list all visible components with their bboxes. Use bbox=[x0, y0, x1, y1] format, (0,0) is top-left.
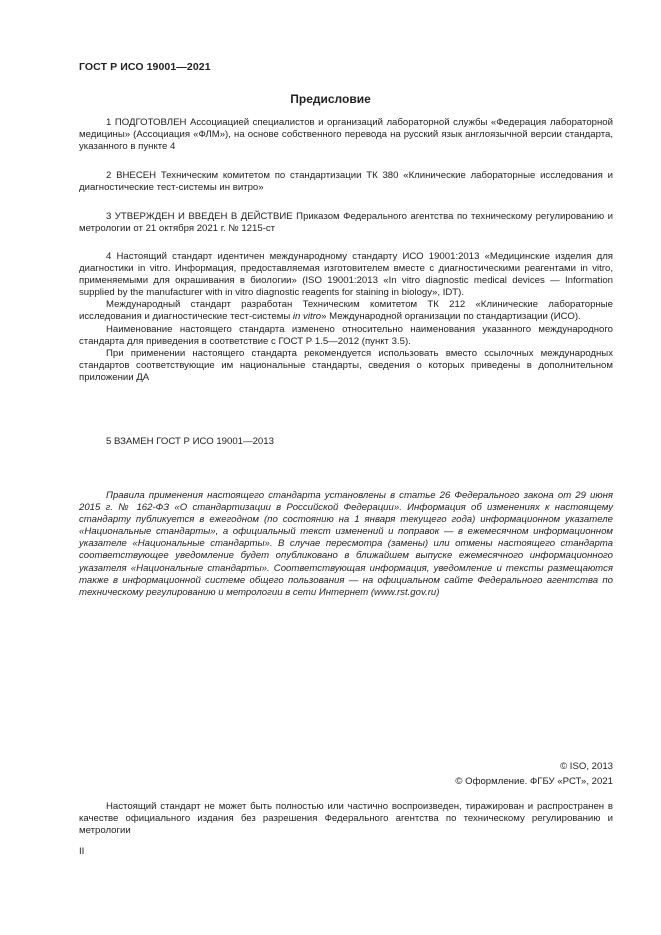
item4-paragraph-1: 4 Настоящий стандарт идентичен международному стандарту ИСО 19001:2013 «Медицинские изделия для диагностики in vitro. Информация, предоставляемая изготовителем вместе с диагностическими реагентами in vitro, применяемыми для окрашивания в биологии» (ISO 19001:2013 «In vitro diagnostic medical devices — Information supplied by the manufacturer with in vitro diagnostic reagents for staining in biology», IDT). bbox=[79, 251, 613, 299]
item4-paragraph-2: Международный стандарт разработан Техническим комитетом ТК 212 «Клинические лабораторные исследования и диагностические тест-системы in vitro» Международной организации по стандартизации (ИСО). bbox=[79, 299, 613, 323]
copyright-iso: © ISO, 2013 bbox=[560, 761, 613, 772]
copyright-design: © Оформление. ФГБУ «РСТ», 2021 bbox=[455, 776, 613, 787]
document-code: ГОСТ Р ИСО 19001—2021 bbox=[79, 61, 211, 73]
preface-item-1: 1 ПОДГОТОВЛЕН Ассоциацией специалистов и организаций лабораторной службы «Федерация лабораторной медицины» (Ассоциация «ФЛМ»), на основе собственного перевода на русский язык англоязычной версии стандарта, указанного в пункте 4 bbox=[79, 117, 613, 153]
item4-paragraph-3: Наименование настоящего стандарта изменено относительно наименования указанного международного стандарта для приведения в соответствие с ГОСТ Р 1.5—2012 (пункт 3.5). bbox=[79, 323, 613, 347]
item4-paragraph-4: При применении настоящего стандарта рекомендуется использовать вместо ссылочных международных стандартов соответствующие им национальные стандарты, сведения о которых приведены в дополнительном приложении ДА bbox=[79, 347, 613, 383]
reproduction-restriction: Настоящий стандарт не может быть полностью или частично воспроизведен, тиражирован и распространен в качестве официального издания без разрешения Федерального агентства по техническому регулированию и метрологии bbox=[79, 801, 613, 837]
standard-usage-notice: Правила применения настоящего стандарта установлены в статье 26 Федерального закона от 29 июня 2015 г. № 162-ФЗ «О стандартизации в Российской Федерации». Информация об изменениях к настоящему стандарту публикуется в ежегодном (по состоянию на 1 января текущего года) информационном указателе «Национальные стандарты», а официальный текст изменений и поправок — в ежемесячном информационном указателе «Национальные стандарты». В случае пересмотра (замены) или отмены настоящего стандарта соответствующее уведомление будет опубликовано в ближайшем выпуске ежемесячного информационного указателя «Национальные стандарты». Соответствующая информация, уведомление и тексты размещаются также в информационной системе общего пользования — на официальном сайте Федерального агентства по техническому регулированию и метрологии в сети Интернет (www.rst.gov.ru) bbox=[79, 490, 613, 598]
preface-item-4 bbox=[79, 251, 613, 384]
preface-title: Предисловие bbox=[290, 92, 371, 106]
preface-item-5: 5 ВЗАМЕН ГОСТ Р ИСО 19001—2013 bbox=[106, 436, 274, 447]
preface-item-2: 2 ВНЕСЕН Техническим комитетом по стандартизации ТК 380 «Клинические лабораторные исследования и диагностические тест-системы ин витро» bbox=[79, 170, 613, 194]
preface-item-3: 3 УТВЕРЖДЕН И ВВЕДЕН В ДЕЙСТВИЕ Приказом Федерального агентства по техническому регулированию и метрологии от 21 октября 2021 г. № 1215-ст bbox=[79, 211, 613, 235]
page-number: II bbox=[79, 846, 85, 857]
